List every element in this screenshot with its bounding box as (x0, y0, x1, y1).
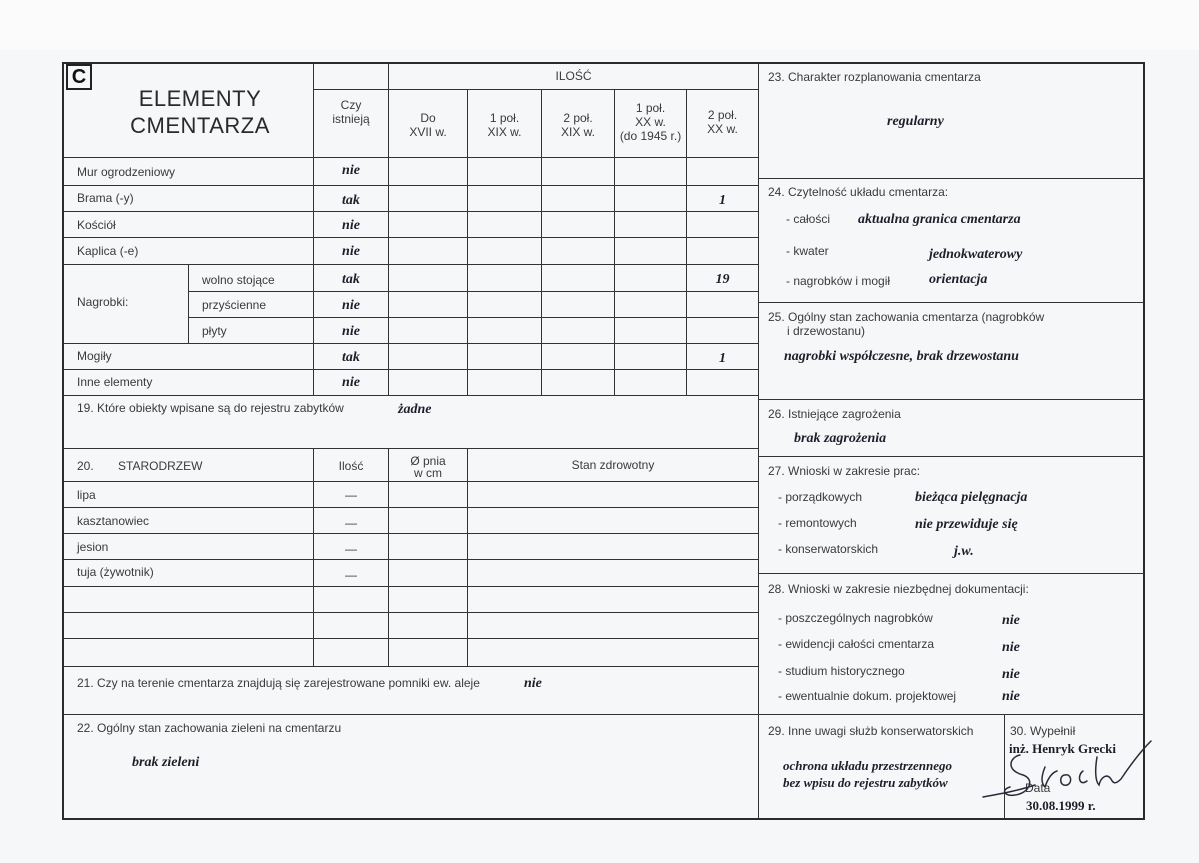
q24-nagrobkow-value: orientacja (929, 272, 988, 287)
rule (759, 178, 1144, 179)
rule (759, 573, 1144, 574)
q24-kwater-label: - kwater (786, 244, 829, 258)
q27-rem-label: - remontowych (778, 516, 857, 530)
q29-value-l1: ochrona układu przestrzennego (783, 758, 953, 773)
title-line1: ELEMENTY (138, 86, 262, 111)
value-brama: tak (342, 193, 360, 208)
col-1pol-xx-l2: XX w. (635, 115, 666, 129)
q22-value: brak zieleni (132, 755, 200, 770)
rule (64, 507, 758, 508)
row-label-mogily: Mogiły (77, 349, 112, 363)
q30-label: 30. Wypełnił (1010, 724, 1076, 738)
row-label-kosciol: Kościół (77, 218, 116, 232)
q29-value-l2: bez wpisu do rejestru zabytków (783, 775, 948, 790)
col-1pol-xx-l1: 1 poł. (635, 101, 666, 115)
row-label-mur: Mur ogrodzeniowy (77, 165, 176, 179)
value-mogily: tak (342, 350, 360, 365)
value-kosciol: nie (342, 218, 360, 233)
q20-ilosc-header: Ilość (338, 459, 364, 473)
q19-label: 19. Które obiekty wpisane są do rejestru zabytków (77, 401, 344, 415)
count-brama: 1 (719, 193, 726, 208)
rule (64, 237, 758, 238)
value-plyty: nie (342, 324, 360, 339)
row-label-brama: Brama (-y) (77, 191, 134, 205)
czy-istnieja-l1: Czy (340, 98, 362, 112)
tree-count: — (345, 542, 357, 556)
q20-pnia-header-l2: w cm (414, 466, 442, 480)
q23-value: regularny (887, 114, 944, 129)
q25-label-l2: i drzewostanu) (787, 324, 866, 338)
value-inne: nie (342, 375, 360, 390)
col-1pol-xix-l2: XIX w. (487, 125, 522, 139)
tree-count: — (345, 516, 357, 530)
count-mogily: 1 (719, 351, 726, 366)
row-label-inne: Inne elementy (77, 375, 153, 389)
q27-porz-label: - porządkowych (778, 490, 863, 504)
q27-porz-value: bieżąca pielęgnacja (915, 490, 1028, 505)
count-wolno-stojace: 19 (715, 272, 730, 287)
rule (64, 586, 758, 587)
q22-label: 22. Ogólny stan zachowania zieleni na cmentarzu (77, 721, 342, 735)
value-przyscienne: nie (342, 298, 360, 313)
q27-kons-value: j.w. (954, 544, 974, 559)
q28-item-value: nie (1002, 689, 1020, 704)
q29-label: 29. Inne uwagi służb konserwatorskich (768, 724, 974, 738)
q27-label: 27. Wnioski w zakresie prac: (768, 464, 921, 478)
q28-item-label: - ewentualnie dokum. projektowej (778, 689, 957, 703)
rule (313, 448, 314, 666)
tree-name: tuja (żywotnik) (77, 565, 154, 579)
row-label-kaplica: Kaplica (-e) (77, 244, 139, 258)
q24-nagrobkow-label: - nagrobków i mogił (786, 274, 891, 288)
rule (758, 64, 759, 818)
rule (64, 559, 758, 560)
rule (759, 456, 1144, 457)
col-1pol-xix-l1: 1 poł. (489, 111, 520, 125)
row-label-plyty: płyty (202, 324, 227, 338)
rule (188, 264, 189, 343)
rule (759, 399, 1144, 400)
q30-date: 30.08.1999 r. (1026, 798, 1096, 813)
value-wolno-stojace: tak (342, 272, 360, 287)
ilosc-header: ILOŚĆ (555, 69, 592, 83)
rule (64, 157, 758, 158)
rule (64, 638, 758, 639)
value-mur: nie (342, 163, 360, 178)
rule (467, 448, 468, 666)
q20-title: STARODRZEW (118, 459, 203, 473)
czy-istnieja-l2: istnieją (332, 112, 370, 126)
col-do-xvii-l1: Do (420, 111, 436, 125)
q21-label: 21. Czy na terenie cmentarza znajdują się zarejestrowane pomniki ew. aleje (77, 676, 480, 690)
rule (64, 612, 758, 613)
rule (64, 343, 758, 344)
title-line2: CMENTARZA (130, 113, 270, 138)
q28-item-value: nie (1002, 613, 1020, 628)
tree-count: — (345, 568, 357, 582)
rule (64, 264, 758, 265)
col-2pol-xix-l2: XIX w. (560, 125, 595, 139)
q20-number: 20. (77, 459, 94, 473)
rule (188, 317, 758, 318)
rule (64, 448, 758, 449)
tree-name: kasztanowiec (77, 514, 150, 528)
col-2pol-xix-l1: 2 poł. (563, 111, 593, 125)
tree-name: jesion (77, 540, 109, 554)
rule (64, 369, 758, 370)
tree-name: lipa (77, 488, 96, 502)
row-label-nagrobki: Nagrobki: (77, 295, 129, 309)
q28-item-label: - studium historycznego (778, 664, 905, 678)
rule (388, 448, 389, 666)
q25-label-l1: 25. Ogólny stan zachowania cmentarza (nagrobków (768, 310, 1045, 324)
q30-name: inż. Henryk Grecki (1009, 741, 1117, 756)
col-1pol-xx-l3: (do 1945 r.) (619, 129, 682, 143)
rule (64, 395, 758, 396)
rule (64, 481, 758, 482)
rule (64, 211, 758, 212)
q30-data-label: Data (1025, 781, 1051, 795)
rule (64, 666, 758, 667)
value-kaplica: nie (342, 244, 360, 259)
row-label-wolno-stojace: wolno stojące (202, 273, 275, 287)
q28-item-value: nie (1002, 667, 1020, 682)
q28-item-label: - ewidencji całości cmentarza (778, 637, 935, 651)
q28-item-value: nie (1002, 640, 1020, 655)
q28-item-label: - poszczególnych nagrobków (778, 611, 933, 625)
q24-label: 24. Czytelność układu cmentarza: (768, 185, 949, 199)
q20-stan-header: Stan zdrowotny (571, 458, 655, 472)
q21-value: nie (524, 676, 542, 691)
col-do-xvii-l2: XVII w. (409, 125, 447, 139)
q19-value: żadne (398, 402, 432, 417)
q24-kwater-value: jednokwaterowy (929, 247, 1023, 262)
q25-value: nagrobki współczesne, brak drzewostanu (784, 349, 1019, 364)
q24-calosci-value: aktualna granica cmentarza (858, 212, 1021, 227)
form-frame (62, 62, 1145, 820)
q27-kons-label: - konserwatorskich (778, 542, 879, 556)
q26-value: brak zagrożenia (794, 431, 887, 446)
rule (64, 714, 1144, 715)
col-2pol-xx-l2: XX w. (707, 122, 738, 136)
q20-pnia-header-l1: Ø pnia (410, 454, 446, 468)
section-letter-box: C (66, 64, 92, 90)
signature-image (975, 735, 1160, 813)
rule (188, 291, 758, 292)
rule (313, 89, 758, 90)
q27-rem-value: nie przewiduje się (915, 517, 1018, 532)
q28-label: 28. Wnioski w zakresie niezbędnej dokumentacji: (768, 582, 1029, 596)
col-2pol-xx-l1: 2 poł. (707, 108, 738, 122)
row-label-przyscienne: przyścienne (202, 298, 267, 312)
rule (64, 533, 758, 534)
q24-calosci-label: - całości (786, 212, 831, 226)
tree-count: — (345, 488, 357, 502)
q23-label: 23. Charakter rozplanowania cmentarza (768, 70, 981, 84)
rule (759, 302, 1144, 303)
q26-label: 26. Istniejące zagrożenia (768, 407, 901, 421)
rule (64, 185, 758, 186)
